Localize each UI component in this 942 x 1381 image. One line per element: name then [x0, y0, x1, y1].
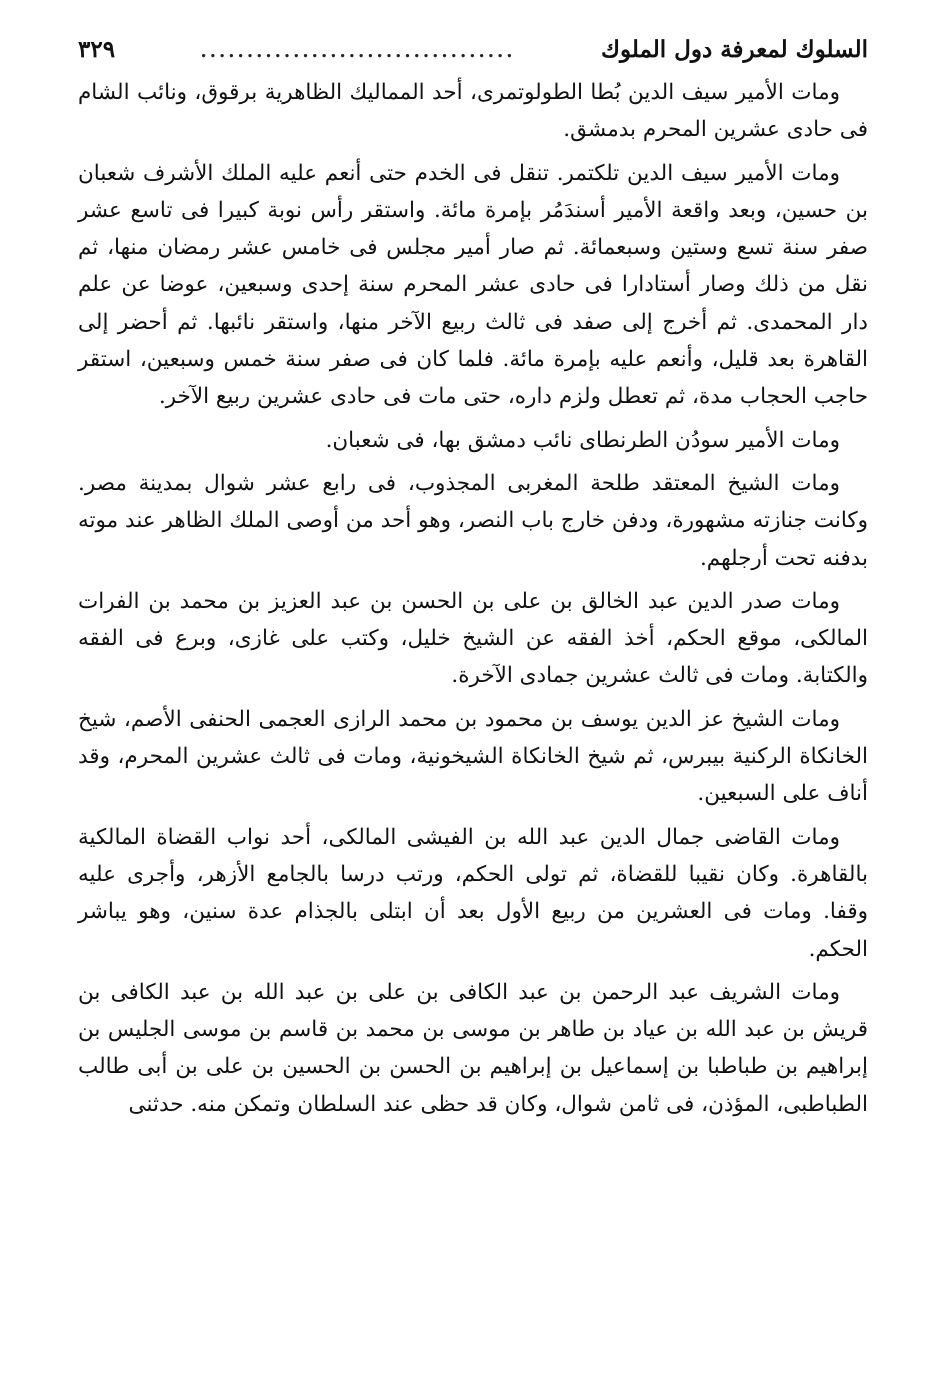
obituary-entry: ومات صدر الدين عبد الخالق بن على بن الحسن بن عبد العزيز بن محمد بن الفرات المالكى، موقع الحكم، أخذ الفقه عن الشيخ خليل، وكتب على غازى، وبرع فى الفقه والكتابة. ومات فى ثالث عشرين جمادى الآخرة.	[78, 588, 868, 689]
page-number: ٣٢٩	[78, 36, 116, 63]
obituary-entry: ومات الشيخ المعتقد طلحة المغربى المجذوب، فى رابع عشر شوال بمدينة مصر. وكانت جنازته مشهورة، ودفن خارج باب النصر، وهو أحد من أوصى الملك الظاهر عند موته بدفنه تحت أرجلهم.	[78, 470, 868, 571]
book-page	[78, 30, 868, 1129]
running-head	[78, 30, 868, 72]
obituary-entry: ومات الأمير سيف الدين بُطا الطولوتمرى، أحد المماليك الظاهرية برقوق، ونائب الشام فى حادى عشرين المحرم بدمشق.	[78, 80, 868, 143]
obituary-entry: ومات القاضى جمال الدين عبد الله بن الفيشى المالكى، أحد نواب القضاة المالكية بالقاهرة. وكان نقيبا للقضاة، ثم تولى الحكم، ورتب درسا بالجامع الأزهر، وأجرى عليه وقفا. ومات فى العشرين من ربيع الأول بعد أن ابتلى بالجذام عدة سنين، وهو يباشر الحكم.	[78, 824, 868, 962]
book-title: السلوك لمعرفة دول الملوك	[600, 36, 868, 63]
obituary-entry: ومات الأمير سيف الدين تلكتمر. تنقل فى الخدم حتى أنعم عليه الملك الأشرف شعبان بن حسين، وبعد واقعة الأمير أسندَمُر بإمرة مائة. واستقر رأس نوبة كبيرا فى تاسع عشر صفر سنة تسع وستين وسبعمائة. ثم صار أمير مجلس فى خامس عشر رمضان منها، ثم نقل من ذلك وصار أستادارا فى حادى عشر المحرم سنة إحدى وسبعين، عوضا عن علم دار المحمدى. ثم أخرج إلى صفد فى ثالث ربيع الآخر منها، واستقر نائبها. ثم أحضر إلى القاهرة بعد قليل، وأنعم عليه بإمرة مائة. فلما كان فى صفر سنة خمس وسبعين، استقر حاجب الحجاب مدة، ثم تعطل ولزم داره، حتى مات فى حادى عشرين ربيع الآخر.	[78, 160, 868, 410]
leader-dots: ..................................	[200, 41, 516, 62]
obituary-entry: ومات الشيخ عز الدين يوسف بن محمود بن محمد الرازى العجمى الحنفى الأصم، شيخ الخانكاة الركنية بيبرس، ثم شيخ الخانكاة الشيخونية، ومات فى ثالث عشرين المحرم، وقد أناف على السبعين.	[78, 706, 868, 807]
obituary-entry: ومات الأمير سودُن الطرنطاى نائب دمشق بها، فى شعبان.	[325, 427, 840, 453]
obituary-entry: ومات الشريف عبد الرحمن بن عبد الكافى بن على بن عبد الله بن عبد الكافى بن قريش بن عبد الله بن عياد بن طاهر بن موسى بن محمد بن قاسم بن موسى الجليس بن إبراهيم بن طباطبا بن إسماعيل بن إبراهيم بن الحسن بن الحسين بن على بن أبى طالب الطباطبى، المؤذن، فى ثامن شوال، وكان قد حظى عند السلطان وتمكن منه. حدثنى	[78, 979, 868, 1117]
